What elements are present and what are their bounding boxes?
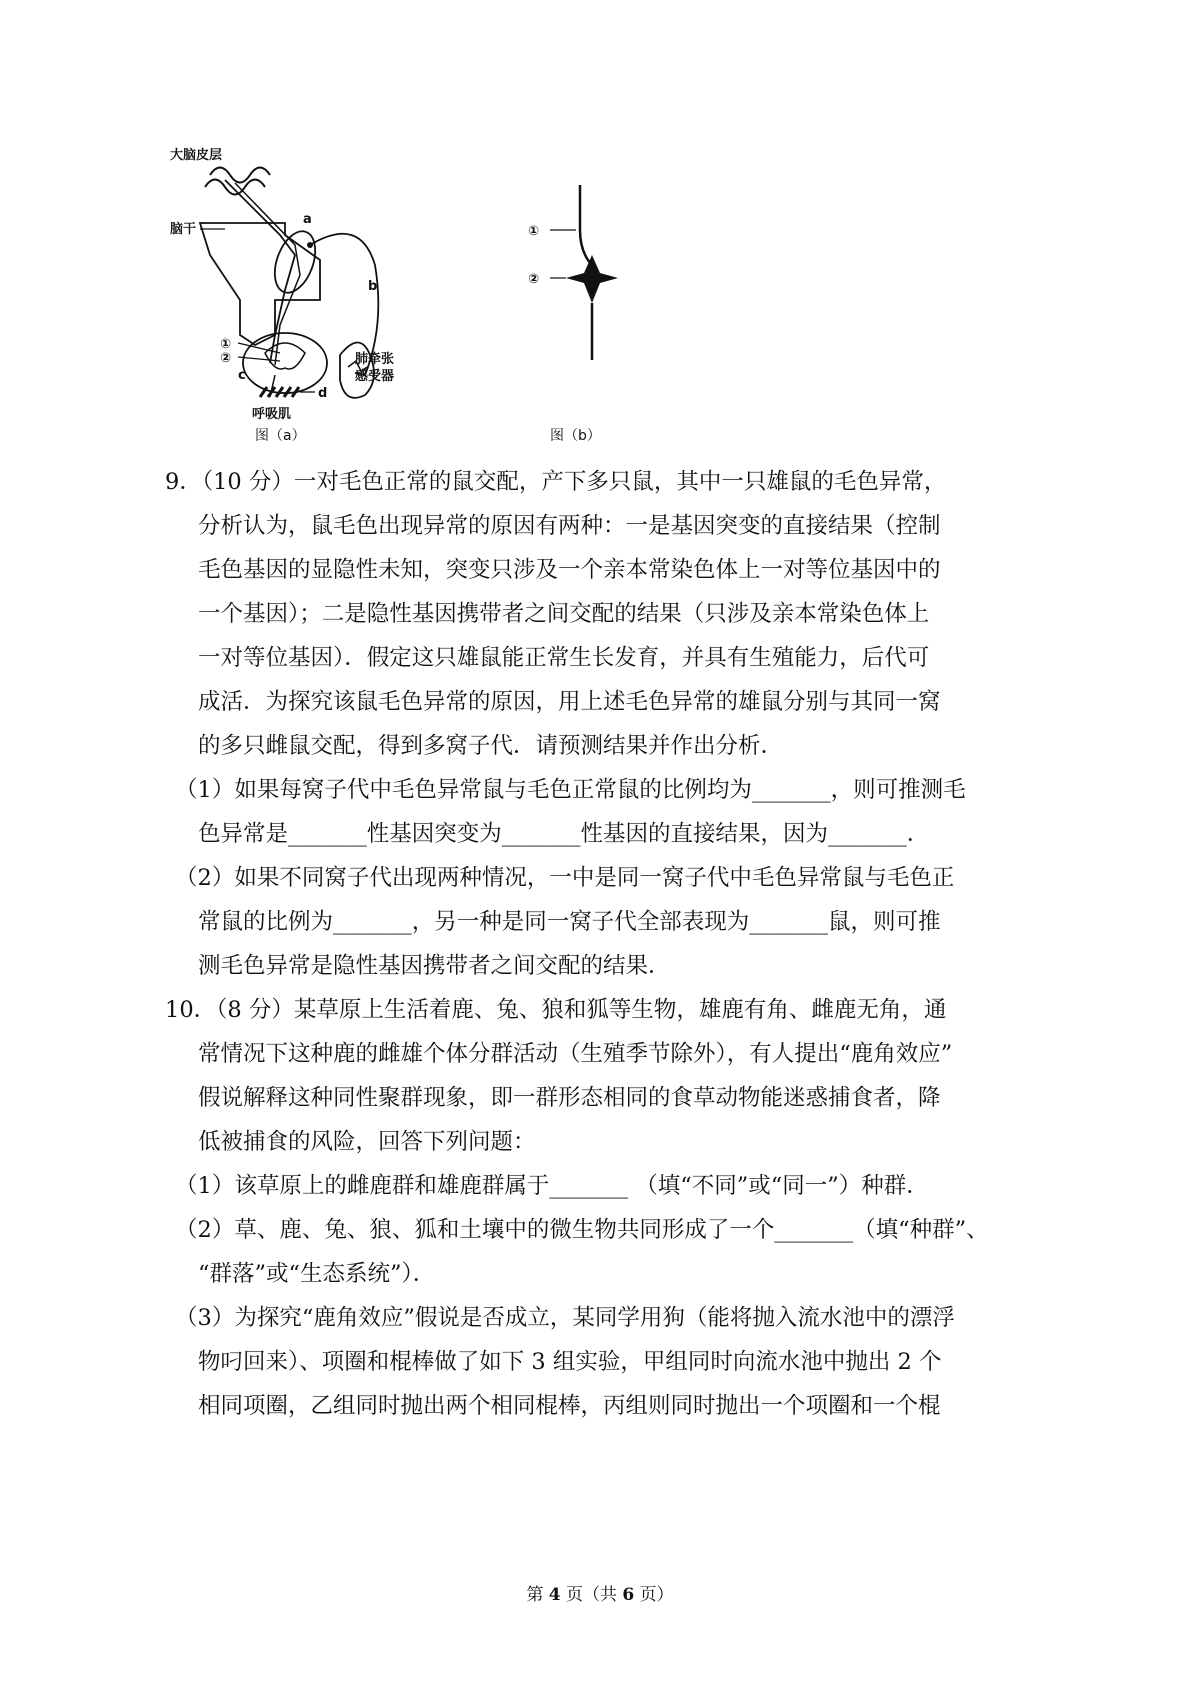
q10-sub2-line-1: （2）草、鹿、兔、狼、狐和土壤中的微生物共同形成了一个_______（填“种群”、 — [175, 1217, 989, 1243]
q9-line-7: 的多只雌鼠交配，得到多窝子代．请预测结果并作出分析． — [198, 733, 784, 759]
q10-sub3-line-3: 相同项圈，乙组同时抛出两个相同棍棒，丙组则同时抛出一个项圈和一个棍 — [198, 1393, 941, 1419]
q10-line-4: 低被捕食的风险，回答下列问题： — [198, 1129, 536, 1155]
q9-line-3: 毛色基因的显隐性未知，突变只涉及一个亲本常染色体上一对等位基因中的 — [198, 557, 941, 583]
label-cortex: 大脑皮层 — [170, 148, 223, 163]
label-one: ① — [220, 337, 232, 352]
label-b-two: ② — [528, 272, 540, 287]
label-c: c — [238, 368, 246, 383]
q9-line-6: 成活．为探究该鼠毛色异常的原因，用上述毛色异常的雄鼠分别与其同一窝 — [198, 689, 941, 715]
figure-a-diagram — [170, 135, 470, 455]
q9-sub2-line-2: 常鼠的比例为_______，另一种是同一窝子代全部表现为_______鼠，则可推 — [198, 909, 941, 935]
q9-sub1-line-2: 色异常是_______性基因突变为_______性基因的直接结果，因为_______． — [198, 821, 930, 847]
footer-middle: 页（共 — [566, 1585, 617, 1605]
q10-line-2: 常情况下这种鹿的雌雄个体分群活动（生殖季节除外），有人提出“鹿角效应” — [198, 1041, 953, 1067]
q9-sub2-line-1: （2）如果不同窝子代出现两种情况，一中是同一窝子代中毛色异常鼠与毛色正 — [175, 865, 955, 891]
figure-area — [170, 135, 730, 455]
figure-b-diagram — [520, 185, 640, 455]
q9-line-2: 分析认为，鼠毛色出现异常的原因有两种：一是基因突变的直接结果（控制 — [198, 513, 941, 539]
q10-line-3: 假说解释这种同性聚群现象，即一群形态相同的食草动物能迷惑捕食者，降 — [198, 1085, 941, 1111]
footer-page-number: 4 — [548, 1585, 561, 1605]
label-d: d — [318, 386, 328, 401]
question-text — [165, 460, 1045, 1428]
footer-suffix: 页） — [639, 1585, 674, 1605]
label-muscle: 呼吸肌 — [252, 407, 292, 422]
label-b: b — [368, 279, 378, 294]
label-a: a — [303, 212, 312, 227]
q10-line-1: 10．（8 分）某草原上生活着鹿、兔、狼和狐等生物，雄鹿有角、雌鹿无角，通 — [165, 997, 947, 1023]
footer-total-pages: 6 — [622, 1585, 635, 1605]
label-two: ② — [220, 351, 232, 366]
q9-sub2-line-3: 测毛色异常是隐性基因携带者之间交配的结果． — [198, 953, 671, 979]
q9-line-4: 一个基因）；二是隐性基因携带者之间交配的结果（只涉及亲本常染色体上 — [198, 601, 930, 627]
q10-sub3-line-2: 物叼回来）、项圈和棍棒做了如下 3 组实验，甲组同时向流水池中抛出 2 个 — [198, 1349, 942, 1375]
q10-sub3-line-1: （3）为探究“鹿角效应”假说是否成立，某同学用狗（能将抛入流水池中的漂浮 — [175, 1305, 955, 1331]
label-receptor-line1: 肺牵张 — [355, 352, 395, 367]
q9-sub1-line-1: （1）如果每窝子代中毛色异常鼠与毛色正常鼠的比例均为_______，则可推测毛 — [175, 777, 966, 803]
q10-sub1-line-1: （1）该草原上的雌鹿群和雄鹿群属于_______ （填“不同”或“同一”）种群． — [175, 1173, 929, 1199]
figure-b-caption: 图（b） — [550, 428, 601, 444]
label-receptor-line2: 感受器 — [355, 369, 395, 384]
label-b-one: ① — [528, 224, 540, 239]
q9-line-1: 9．（10 分）一对毛色正常的鼠交配，产下多只鼠，其中一只雄鼠的毛色异常， — [165, 469, 947, 495]
footer-prefix: 第 — [526, 1585, 544, 1605]
q10-sub2-line-2: “群落”或“生态系统”）． — [198, 1261, 436, 1287]
page-footer — [0, 1580, 1200, 1605]
label-brainstem: 脑干 — [170, 222, 197, 237]
q9-line-5: 一对等位基因）．假定这只雄鼠能正常生长发育，并具有生殖能力，后代可 — [198, 645, 930, 671]
figure-a-caption: 图（a） — [255, 428, 306, 444]
